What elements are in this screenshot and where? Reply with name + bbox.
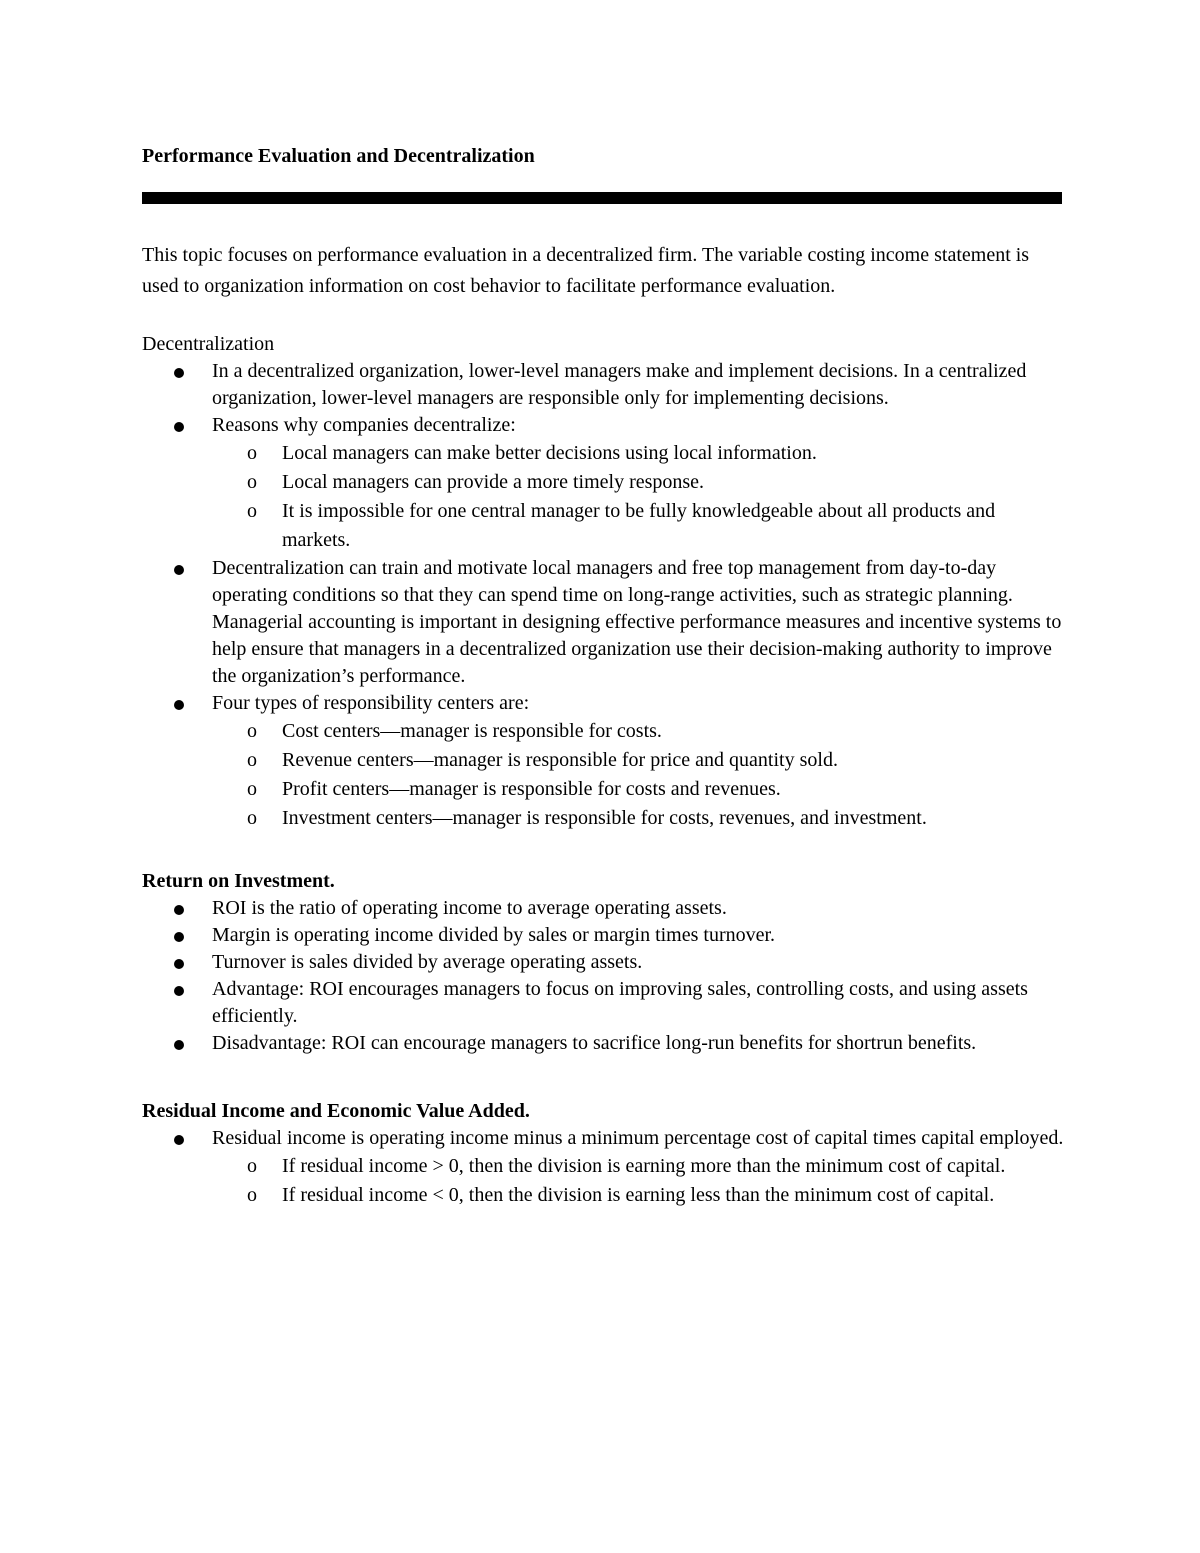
sub-list-item-text: Cost centers—manager is responsible for costs. [282,720,662,742]
decentralization-list [142,358,1064,833]
list-item [142,949,1064,976]
circle-bullet-icon: o [247,720,257,742]
circle-bullet-icon: o [247,442,257,464]
sub-list-item-text: Local managers can provide a more timely response. [282,471,705,493]
roi-list [142,895,1064,1057]
sub-list-item-text: Profit centers—manager is responsible for costs and revenues. [282,778,781,800]
bullet-icon [174,959,184,969]
sub-list-item [211,1181,1064,1210]
sub-list-item-text: Local managers can make better decisions using local information. [282,442,817,464]
sub-list-item [211,717,1064,746]
sub-list-item-text: If residual income < 0, then the division is earning less than the minimum cost of capital. [282,1184,995,1206]
residual-income-list [142,1125,1064,1210]
intro-paragraph: This topic focuses on performance evaluation in a decentralized firm. The variable costing income statement is used to organization information on cost behavior to facilitate performance evaluation. [142,244,1030,297]
sub-list-item [211,468,1064,497]
list-item-text: Decentralization can train and motivate local managers and free top management from day-to-day operating conditions so that they can spend time on long-range activities, such as strategic planning. Managerial accounting is important in designing effective performance measures and incentive systems to help ensure that managers in a decentralized organization use their decision-making authority to improve the organization’s performance. [212,557,1062,687]
list-item [142,690,1064,833]
section-heading-decentralization: Decentralization [142,333,275,355]
sub-list [212,1152,1064,1210]
bullet-icon [174,368,184,378]
list-item [142,555,1064,690]
circle-bullet-icon: o [247,807,257,829]
page-title: Performance Evaluation and Decentralization [142,145,535,167]
sub-list-item [211,746,1064,775]
list-item [142,922,1064,949]
list-item-text: Residual income is operating income minus a minimum percentage cost of capital times capital employed. [212,1127,1064,1149]
list-item [142,976,1064,1030]
sub-list-item-text: If residual income > 0, then the division is earning more than the minimum cost of capital. [282,1155,1006,1177]
bullet-icon [174,700,184,710]
sub-list-item-text: Investment centers—manager is responsible for costs, revenues, and investment. [282,807,927,829]
circle-bullet-icon: o [247,471,257,493]
bullet-icon [174,986,184,996]
section-heading-roi: Return on Investment. [142,870,335,892]
sub-list-item [211,804,1064,833]
sub-list-item [211,497,1064,555]
document-page [142,140,1064,1210]
circle-bullet-icon: o [247,1184,257,1206]
circle-bullet-icon: o [247,500,257,522]
bullet-icon [174,1040,184,1050]
bullet-icon [174,1135,184,1145]
circle-bullet-icon: o [247,749,257,771]
list-item-text: Turnover is sales divided by average operating assets. [212,951,643,973]
list-item [142,412,1064,555]
bullet-icon [174,565,184,575]
title-divider [142,192,1062,204]
sub-list-item [211,775,1064,804]
sub-list-item-text: Revenue centers—manager is responsible for price and quantity sold. [282,749,838,771]
list-item-text: Disadvantage: ROI can encourage managers to sacrifice long-run benefits for shortrun benefits. [212,1032,977,1054]
circle-bullet-icon: o [247,778,257,800]
sub-list-item [211,439,1064,468]
list-item [142,1125,1064,1210]
list-item-text: ROI is the ratio of operating income to average operating assets. [212,897,727,919]
sub-list-item-text: It is impossible for one central manager to be fully knowledgeable about all products and markets. [282,500,996,551]
bullet-icon [174,932,184,942]
sub-list [212,717,1064,833]
sub-list-item [211,1152,1064,1181]
list-item-text: Margin is operating income divided by sales or margin times turnover. [212,924,776,946]
list-item [142,358,1064,412]
list-item [142,1030,1064,1057]
list-item-text: Reasons why companies decentralize: [212,414,516,436]
circle-bullet-icon: o [247,1155,257,1177]
list-item-text: Advantage: ROI encourages managers to focus on improving sales, controlling costs, and using assets efficiently. [212,978,1028,1027]
list-item [142,895,1064,922]
bullet-icon [174,422,184,432]
list-item-text: In a decentralized organization, lower-level managers make and implement decisions. In a centralized organization, lower-level managers are responsible only for implementing decisions. [212,360,1027,409]
sub-list [212,439,1064,555]
section-heading-residual-income: Residual Income and Economic Value Added. [142,1100,530,1122]
list-item-text: Four types of responsibility centers are: [212,692,530,714]
bullet-icon [174,905,184,915]
